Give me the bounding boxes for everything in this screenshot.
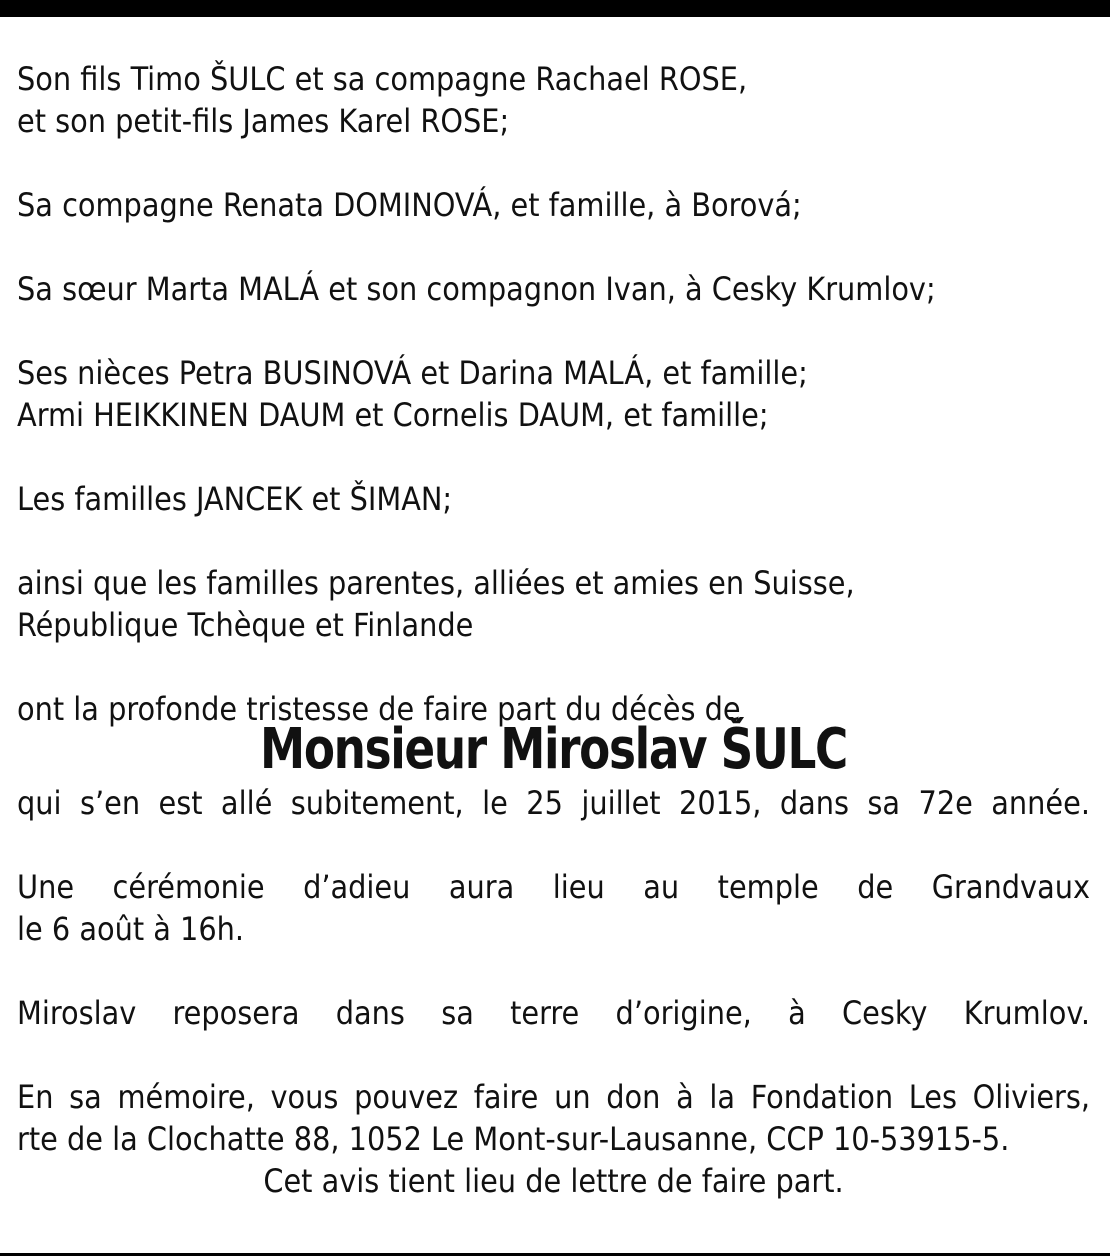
family-line: Ses nièces Petra BUSINOVÁ et Darina MALÁ, et famille; bbox=[17, 354, 808, 392]
family-line: Les familles JANCEK et ŠIMAN; bbox=[17, 480, 453, 518]
intro-text: ont la profonde tristesse de faire part du décès de bbox=[17, 690, 741, 728]
deceased-name: Monsieur Miroslav ŠULC bbox=[260, 717, 847, 782]
ceremony-line-2: le 6 août à 16h. bbox=[17, 910, 245, 948]
passing-paragraph bbox=[17, 782, 1090, 824]
family-line: Sa sœur Marta MALÁ et son compagnon Ivan, à Cesky Krumlov; bbox=[17, 270, 936, 308]
family-paragraph-6 bbox=[17, 562, 1090, 646]
family-line: ainsi que les familles parentes, alliées et amies en Suisse, bbox=[17, 564, 855, 602]
ceremony-line-1: Une cérémonie d’adieu aura lieu au temple de Grandvaux bbox=[17, 868, 1090, 906]
obituary-notice bbox=[17, 58, 1090, 1202]
donation-paragraph bbox=[17, 1076, 1090, 1160]
top-rule bbox=[0, 0, 1110, 17]
donation-line-2: rte de la Clochatte 88, 1052 Le Mont-sur-Lausanne, CCP 10-53915-5. bbox=[17, 1120, 1010, 1158]
donation-line-1: En sa mémoire, vous pouvez faire un don à la Fondation Les Oliviers, bbox=[17, 1078, 1090, 1116]
family-line: et son petit-fils James Karel ROSE; bbox=[17, 102, 510, 140]
family-line: République Tchèque et Finlande bbox=[17, 606, 474, 644]
burial-paragraph bbox=[17, 992, 1090, 1034]
family-line: Sa compagne Renata DOMINOVÁ, et famille, à Borová; bbox=[17, 186, 802, 224]
family-line: Armi HEIKKINEN DAUM et Cornelis DAUM, et famille; bbox=[17, 396, 769, 434]
family-paragraph-2 bbox=[17, 184, 1090, 226]
closing-note: Cet avis tient lieu de lettre de faire part. bbox=[263, 1162, 844, 1200]
bottom-rule bbox=[0, 1253, 1110, 1256]
family-paragraph-3 bbox=[17, 268, 1090, 310]
family-paragraph-5 bbox=[17, 478, 1090, 520]
ceremony-paragraph bbox=[17, 866, 1090, 950]
burial-text: Miroslav reposera dans sa terre d’origine, à Cesky Krumlov. bbox=[17, 994, 1090, 1032]
family-line: Son fils Timo ŠULC et sa compagne Rachael ROSE, bbox=[17, 60, 748, 98]
passing-text: qui s’en est allé subitement, le 25 juillet 2015, dans sa 72e année. bbox=[17, 784, 1090, 822]
family-paragraph-4 bbox=[17, 352, 1090, 436]
family-paragraph-1 bbox=[17, 58, 1090, 142]
